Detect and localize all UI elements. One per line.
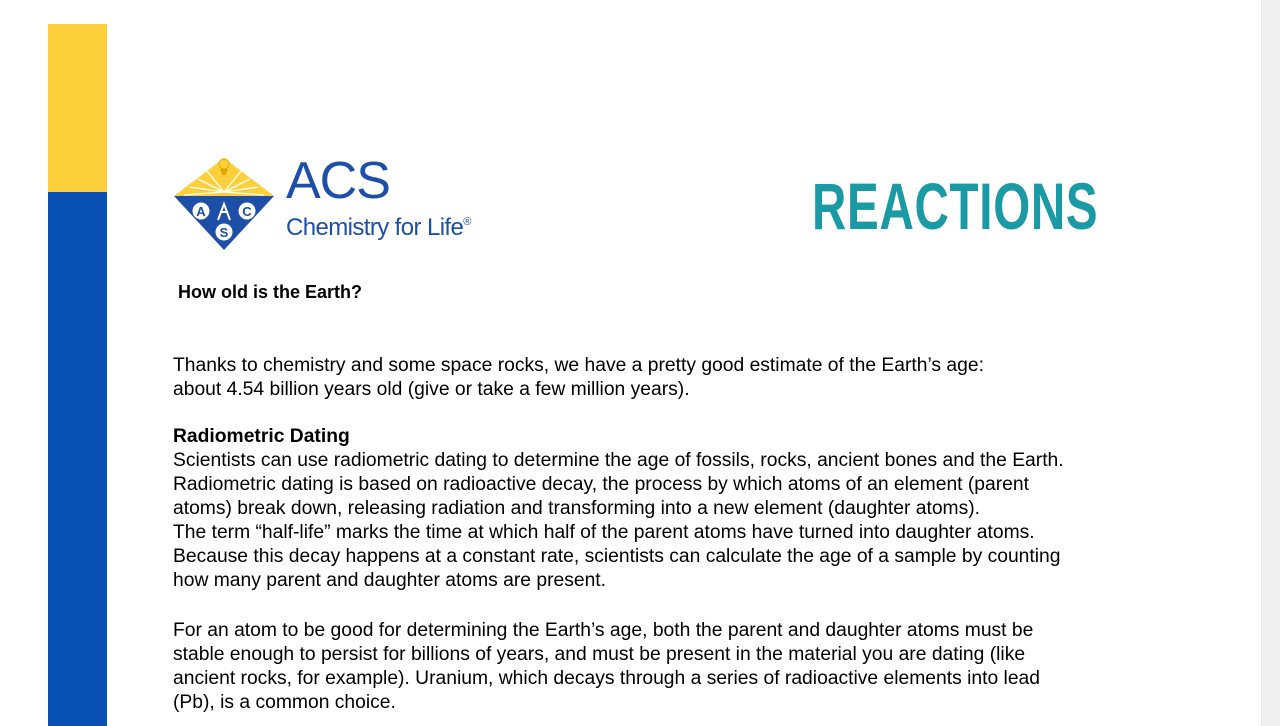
section-heading: Radiometric Dating — [173, 426, 350, 447]
radiometric-paragraph-1 — [173, 449, 1133, 521]
acs-tagline-text: Chemistry for Life — [286, 214, 464, 241]
acs-wordmark: ACS — [286, 152, 390, 210]
acs-emblem-icon — [174, 152, 274, 252]
text-line: Because this decay happens at a constant rate, scientists can calculate the age of a sample by counting — [173, 546, 1061, 567]
viewer-scrollbar-gutter[interactable] — [1261, 0, 1280, 726]
emblem-letter-c: C — [242, 204, 252, 219]
text-line: The term “half-life” marks the time at which half of the parent atoms have turned into daughter atoms. — [173, 522, 1035, 543]
text-line: stable enough to persist for billions of years, and must be present in the material you are dating (like — [173, 644, 1026, 665]
reactions-wordmark: REACTIONS — [812, 169, 1099, 243]
text-line: Radiometric dating is based on radioactive decay, the process by which atoms of an element (parent — [173, 474, 1029, 495]
text-line: about 4.54 billion years old (give or take a few million years). — [173, 379, 690, 400]
blue-accent-bar — [48, 192, 107, 726]
yellow-accent-bar — [48, 24, 107, 192]
registered-mark: ® — [463, 216, 471, 228]
acs-logo — [174, 152, 494, 252]
emblem-letter-a: A — [196, 204, 206, 219]
text-line: For an atom to be good for determining the Earth’s age, both the parent and daughter atoms must be — [173, 620, 1034, 641]
acs-tagline — [286, 208, 471, 242]
page-title: How old is the Earth? — [178, 282, 363, 302]
text-line: ancient rocks, for example). Uranium, which decays through a series of radioactive elements into lead — [173, 668, 1041, 689]
text-line: how many parent and daughter atoms are present. — [173, 570, 607, 591]
text-line: Scientists can use radiometric dating to determine the age of fossils, rocks, ancient bones and the Earth. — [173, 450, 1064, 471]
text-line: atoms) break down, releasing radiation and transforming into a new element (daughter atoms). — [173, 498, 981, 519]
half-life-paragraph — [173, 521, 1133, 593]
emblem-letter-s: S — [219, 225, 229, 240]
uranium-paragraph — [173, 619, 1133, 715]
text-line: Thanks to chemistry and some space rocks, we have a pretty good estimate of the Earth’s age: — [173, 355, 984, 376]
text-line: (Pb), is a common choice. — [173, 692, 396, 713]
intro-paragraph — [173, 354, 1133, 402]
